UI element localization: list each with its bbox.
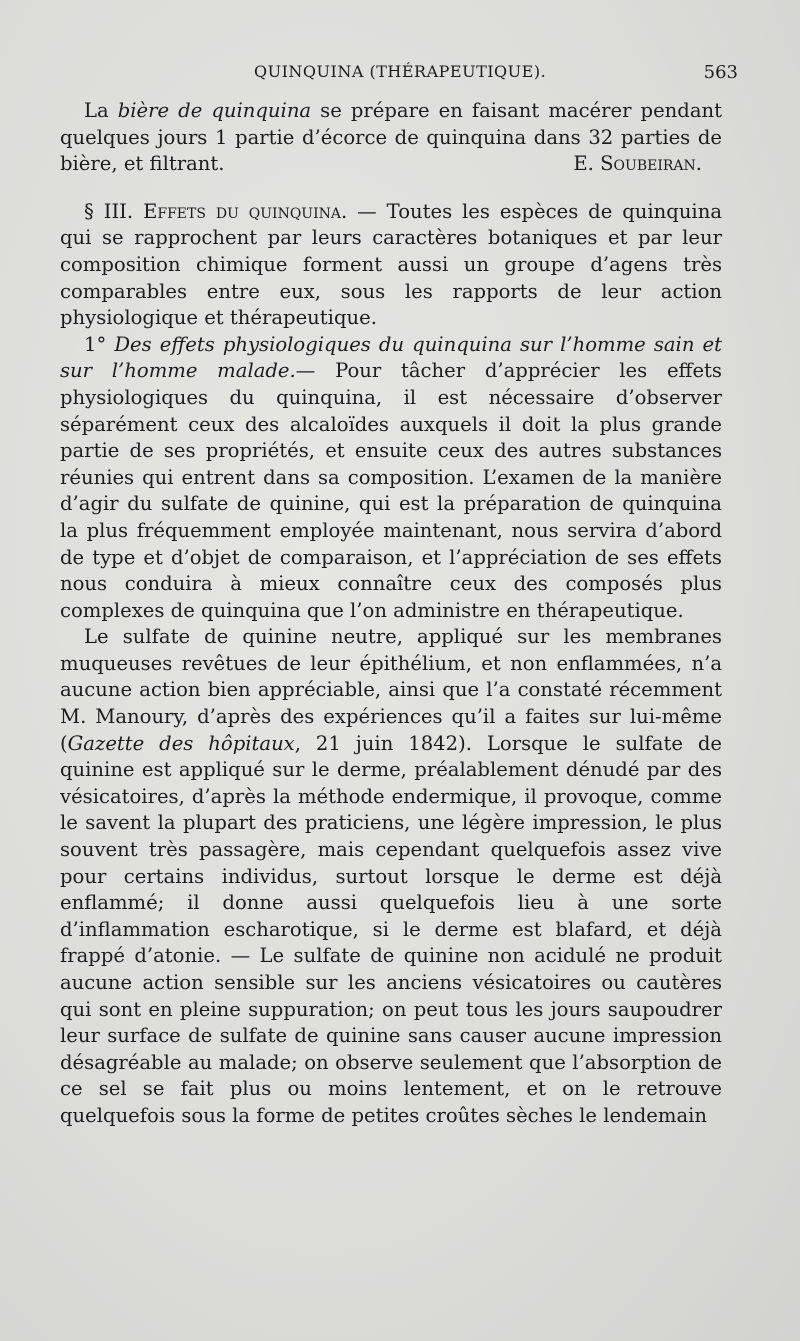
body-text-a: Le sulfate de quinine neutre, appliqué sur les membranes muqueuses revêtues de leur épithélium, et non enflammées, n’a aucune action bien appréciable, ainsi que l’a constaté récemment M. Manoury, d’après des expériences qu’il a faites sur lui-même (: [60, 625, 722, 755]
intro-italic: bière de quinquina: [117, 99, 312, 122]
body-text-b: , 21 juin 1842). Lorsque le sulfate de quinine est appliqué sur le derme, préalablement dénudé par des vésicatoires, d’après la méthode endermique, il provoque, comme le savent la plupart des praticiens, une légère impression, le plus souvent très passagère, mais cependant quelquefois assez vive pour certains individus, surtout lorsque le derme est déjà enflammé; il donne aussi quelquefois lieu à une sorte d’inflammation escharotique, si le derme est blafard, et déjà frappé d’atonie. — Le sulfate de quinine non acidulé ne produit aucune action sensible sur les anciens vésicatoires ou cautères qui sont en pleine suppuration; on peut tous les jours saupoudrer leur surface de sulfate de quinine sans causer aucune impression désagréable au malade; on observe seulement que l’absorption de ce sel se fait plus ou moins lentement, et on le retrouve quelquefois sous la forme de petites croûtes sèches le lendemain: [60, 731, 722, 1127]
running-title: QUINQUINA (THÉRAPEUTIQUE).: [254, 62, 547, 81]
section-paragraph: [60, 199, 722, 332]
subsection-number: 1°: [84, 332, 115, 356]
intro-text-a: La: [84, 99, 118, 122]
subsection-text: — Pour tâcher d’apprécier les effets physiologiques du quinquina, il est nécessaire d’observer séparément ceux des alcaloïdes auxquels il doit la plus grande partie de ses propriétés, et ensuite ceux des autres substances réunies qui entrent dans sa composition. L’examen de la manière d’agir du sulfate de quinine, qui est la préparation de quinquina la plus fréquemment employée maintenant, nous servira d’abord de type et d’objet de comparaison, et l’appréciation de ses effets nous conduira à mieux connaître ceux des composés plus complexes de quinquina que l’on administre en thérapeutique.: [60, 359, 722, 622]
page-header: [60, 62, 738, 90]
journal-title: Gazette des hôpitaux: [67, 731, 295, 755]
body-text: [60, 98, 722, 1130]
intro-text-b: se prépare en faisant macérer pendant quelques jours 1 partie d’écorce de quinquina dans 32 parties de bière, et filtrant.: [60, 99, 722, 176]
section-marker: § III.: [84, 199, 144, 223]
subsection-heading: Des effets physiologiques du quinquina sur l’homme sain et sur l’homme malade.: [60, 332, 722, 383]
intro-paragraph: [60, 98, 722, 178]
page-number: 563: [703, 62, 738, 83]
subsection-paragraph: [60, 332, 722, 625]
author-signature: E. Soubeiran.: [573, 152, 702, 176]
section-heading: Effets du quinquina.: [143, 199, 348, 223]
section-text: — Toutes les espèces de quinquina qui se rapprochent par leurs caractères botaniques et par leur composition chimique forment aussi un groupe d’agens très comparables entre eux, sous les rapports de leur action physiologique et thérapeutique.: [60, 199, 722, 330]
body-paragraph: [60, 624, 722, 1129]
